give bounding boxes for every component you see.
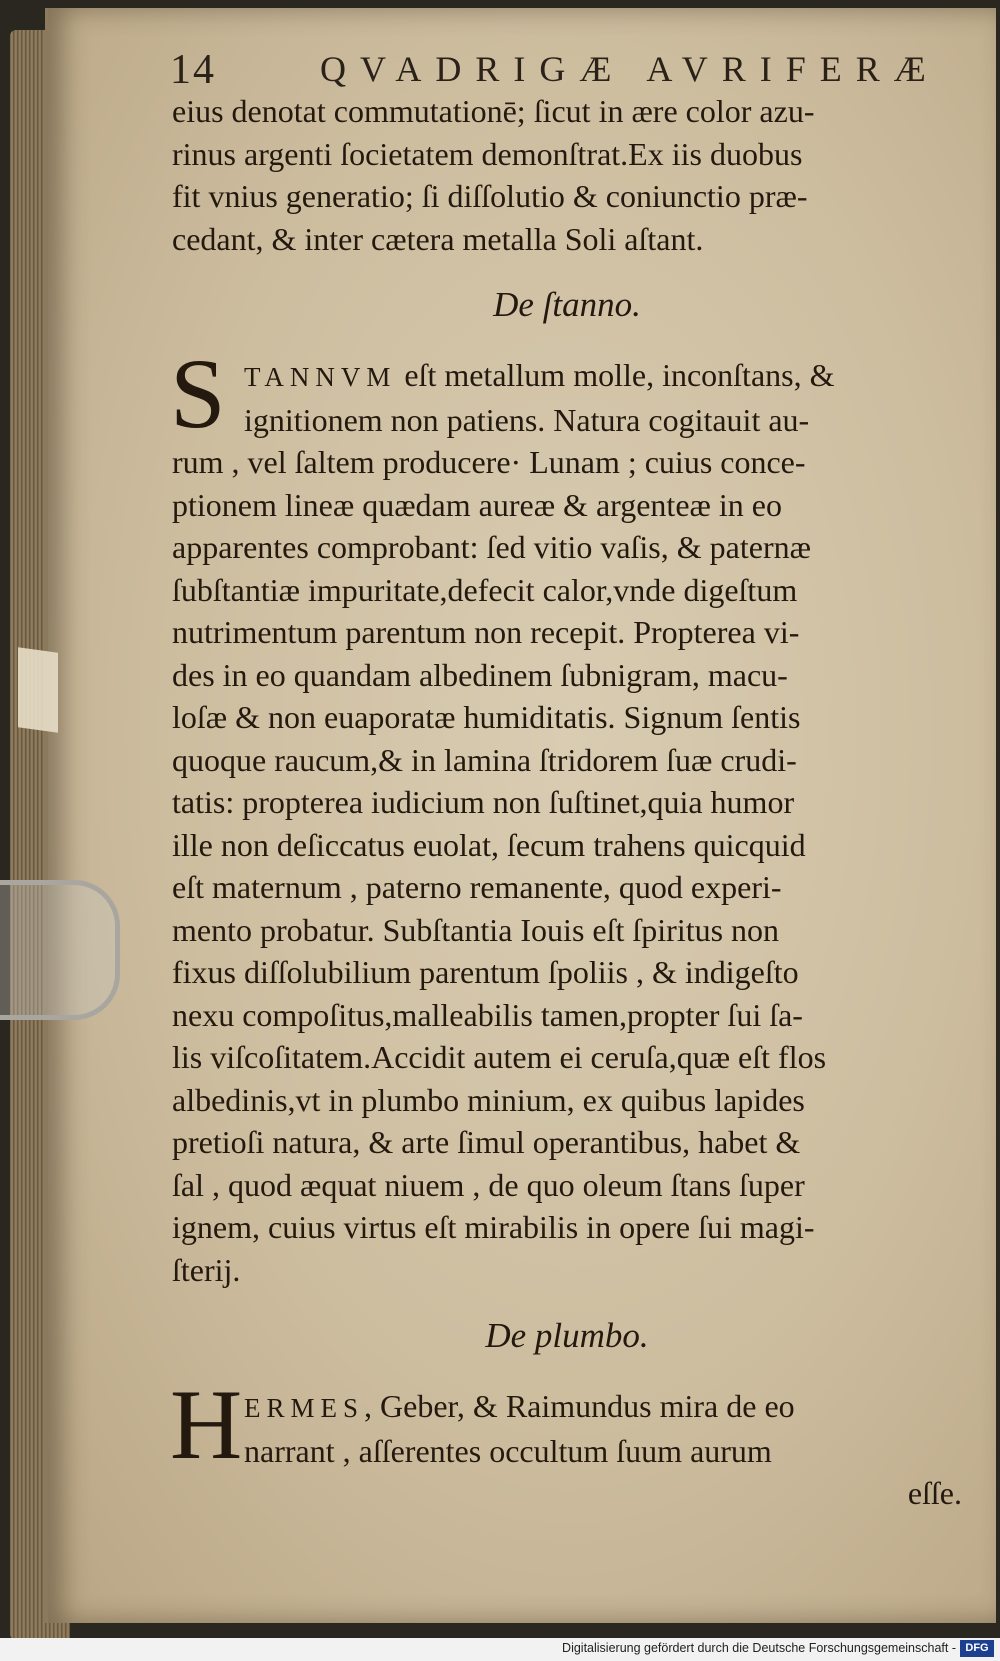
dfg-logo: DFG bbox=[960, 1640, 994, 1657]
text-block bbox=[172, 90, 962, 1515]
text-line: tatis: propterea iudicium non ſuſtinet,quia humor bbox=[172, 784, 795, 820]
first-word-caps: TANNVM bbox=[244, 362, 397, 392]
paragraph-stanno bbox=[170, 338, 962, 1291]
page-number: 14 bbox=[170, 47, 216, 93]
section-heading-plumbo: De plumbo. bbox=[485, 1316, 649, 1355]
text-line: pretioſi natura, & arte ſimul operantibus, habet & bbox=[172, 1124, 801, 1160]
running-head: QVADRIGÆ AVRIFERÆ bbox=[320, 49, 940, 89]
digitization-footer bbox=[0, 1638, 1000, 1661]
line-rest: eſt metallum molle, inconſtans, & bbox=[396, 357, 835, 393]
catchword: eſſe. bbox=[907, 1475, 962, 1511]
text-line: ignem, cuius virtus eſt mirabilis in opere ſui magi- bbox=[172, 1209, 815, 1245]
text-line: ignitionem non patiens. Natura cogitauit au- bbox=[244, 401, 810, 438]
text-line: eſt maternum , paterno remanente, quod experi- bbox=[172, 869, 782, 905]
page-header bbox=[170, 46, 970, 96]
intro-paragraph bbox=[172, 90, 962, 260]
page-clip bbox=[0, 880, 120, 1020]
paper-tab bbox=[18, 647, 58, 733]
drop-cap: H bbox=[170, 1369, 243, 1480]
text-line: mento probatur. Subſtantia Iouis eſt ſpiritus non bbox=[172, 911, 780, 948]
text-line: ſterij. bbox=[172, 1251, 241, 1288]
text-line: rinus argenti ſocietatem demonſtrat.Ex iis duobus bbox=[172, 135, 803, 172]
line-rest: , Geber, & Raimundus mira de eo bbox=[364, 1388, 795, 1424]
text-line bbox=[172, 1385, 962, 1430]
text-line: fixus diſſolubilium parentum ſpoliis , & indigeſto bbox=[172, 954, 799, 990]
funding-credit: Digitalisierung gefördert durch die Deutsche Forschungsgemeinschaft - bbox=[562, 1641, 956, 1655]
first-word-caps: ERMES bbox=[244, 1393, 365, 1423]
text-line: ptionem lineæ quædam aureæ & argenteæ in eo bbox=[172, 486, 782, 523]
text-line: des in eo quandam albedinem ſubnigram, macu- bbox=[172, 656, 788, 693]
text-line: eius denotat commutationē; ſicut in ære color azu- bbox=[172, 93, 815, 129]
text-line: cedant, & inter cætera metalla Soli aſtant. bbox=[172, 220, 704, 257]
text-line: rum , vel ſaltem producere· Lunam ; cuius conce- bbox=[172, 444, 806, 480]
text-line: apparentes comprobant: ſed vitio vaſis, & paternæ bbox=[172, 529, 811, 565]
text-line: narrant , aſſerentes occultum ſuum aurum bbox=[244, 1432, 772, 1469]
text-line: ſal , quod æquat niuem , de quo oleum ſtans ſuper bbox=[172, 1166, 805, 1203]
text-line: loſæ & non euaporatæ humiditatis. Signum ſentis bbox=[172, 699, 801, 735]
text-line: nutrimentum parentum non recepit. Propterea vi- bbox=[172, 614, 800, 650]
text-line: nexu compoſitus,malleabilis tamen,propter ſui ſa- bbox=[172, 996, 803, 1033]
text-line bbox=[172, 354, 962, 399]
text-line: lis viſcoſitatem.Accidit autem ei ceruſa,quæ eſt flos bbox=[172, 1039, 827, 1075]
paragraph-plumbo bbox=[170, 1369, 962, 1515]
drop-cap: S bbox=[170, 338, 226, 449]
text-line: ſubſtantiæ impuritate,defecit calor,vnde digeſtum bbox=[172, 571, 798, 608]
text-line: quoque raucum,& in lamina ſtridorem ſuæ crudi- bbox=[172, 741, 797, 778]
text-line: albedinis,vt in plumbo minium, ex quibus lapides bbox=[172, 1081, 805, 1118]
section-heading-stanno: De ſtanno. bbox=[493, 285, 641, 324]
text-line: ille non deſiccatus euolat, ſecum trahens quicquid bbox=[172, 826, 806, 863]
text-line: fit vnius generatio; ſi diſſolutio & coniunctio præ- bbox=[172, 178, 808, 214]
